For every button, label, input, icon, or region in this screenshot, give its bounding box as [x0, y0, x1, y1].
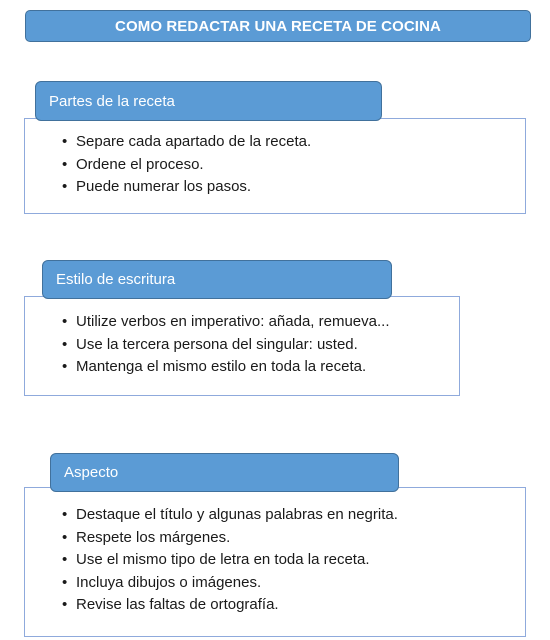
bullet-list-estilo: [62, 311, 389, 379]
list-item: • Use el mismo tipo de letra en toda la receta.: [62, 549, 398, 572]
bullet-icon: •: [62, 178, 68, 195]
bullet-icon: •: [62, 506, 68, 523]
section-heading: Partes de la receta: [49, 92, 175, 110]
section-heading: Aspecto: [64, 464, 119, 481]
list-item: • Respete los márgenes.: [62, 527, 398, 550]
bullet-icon: •: [62, 335, 68, 353]
bullet-list-aspecto: [62, 504, 398, 617]
list-item: • Use la tercera persona del singular: usted.: [62, 334, 389, 357]
list-item: • Utilize verbos en imperativo: añada, remueva...: [62, 311, 389, 334]
list-item: • Mantenga el mismo estilo en toda la receta.: [62, 356, 389, 379]
list-item: • Destaque el título y algunas palabras en negrita.: [62, 504, 398, 527]
list-item: • Puede numerar los pasos.: [62, 176, 311, 199]
bullet-icon: •: [62, 358, 68, 375]
page-title: COMO REDACTAR UNA RECETA DE COCINA: [25, 10, 531, 42]
section-header-aspecto: [50, 453, 399, 492]
section-header-partes: [35, 81, 382, 121]
bullet-icon: •: [62, 313, 68, 330]
bullet-icon: •: [62, 155, 68, 173]
list-item: • Ordene el proceso.: [62, 154, 311, 177]
bullet-icon: •: [62, 573, 68, 591]
bullet-icon: •: [62, 551, 68, 568]
list-item: • Separe cada apartado de la receta.: [62, 131, 311, 154]
bullet-icon: •: [62, 596, 68, 613]
list-item: • Incluya dibujos o imágenes.: [62, 572, 398, 595]
bullet-icon: •: [62, 528, 68, 546]
section-heading: Estilo de escritura: [56, 271, 176, 288]
list-item: • Revise las faltas de ortografía.: [62, 594, 398, 617]
section-header-estilo: [42, 260, 392, 299]
bullet-list-partes: [62, 131, 311, 199]
bullet-icon: •: [62, 133, 68, 150]
